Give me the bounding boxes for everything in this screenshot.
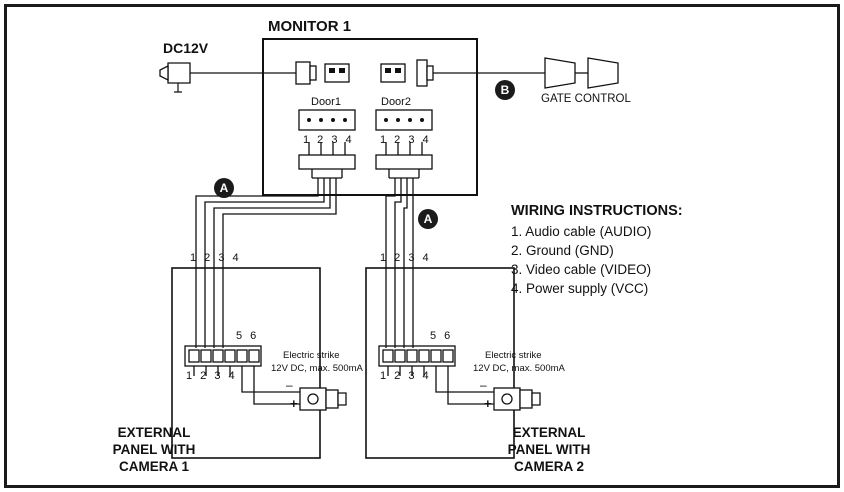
panel2-extra-numbers: 5 6	[430, 330, 453, 342]
wiring-instruction-item: 2. Ground (GND)	[511, 243, 614, 258]
panel1-caption-line2: PANEL WITH	[112, 442, 196, 457]
door1-terminal-numbers: 1 2 3 4	[303, 134, 355, 146]
panel2-caption-line1: EXTERNAL	[512, 425, 586, 440]
wiring-instructions-heading: WIRING INSTRUCTIONS:	[511, 203, 683, 219]
strike1-spec: 12V DC, max. 500mA	[271, 363, 363, 374]
panel2-caption	[459, 424, 639, 475]
strike2-label: Electric strike	[485, 350, 542, 361]
panel1-caption-line1: EXTERNAL	[117, 425, 191, 440]
strike2-minus-sign: –	[480, 378, 487, 392]
marker-a-right: A	[418, 209, 438, 229]
marker-a-left: A	[214, 178, 234, 198]
wiring-instructions	[511, 203, 683, 298]
panel2-caption-line2: PANEL WITH	[507, 442, 591, 457]
panel2-terminal-numbers: 1 2 3 4	[380, 370, 432, 382]
panel1-extra-numbers: 5 6	[236, 330, 259, 342]
strike1-plus-sign: +	[290, 396, 298, 411]
panel2-caption-line3: CAMERA 2	[513, 459, 584, 474]
door2-terminal-numbers: 1 2 3 4	[380, 134, 432, 146]
wiring-instruction-item: 4. Power supply (VCC)	[511, 281, 649, 296]
panel1-top-numbers: 1 2 3 4	[190, 252, 242, 264]
marker-b: B	[495, 80, 515, 100]
wiring-instruction-item: 1. Audio cable (AUDIO)	[511, 224, 652, 239]
monitor-title: MONITOR 1	[268, 18, 352, 35]
wiring-instruction-item: 3. Video cable (VIDEO)	[511, 262, 652, 277]
dc-power-label: DC12V	[163, 40, 209, 56]
panel1-caption-line3: CAMERA 1	[118, 459, 189, 474]
gate-control-label: GATE CONTROL	[541, 93, 631, 105]
strike2-spec: 12V DC, max. 500mA	[473, 363, 565, 374]
strike1-minus-sign: –	[286, 378, 293, 392]
strike2-plus-sign: +	[484, 396, 492, 411]
door1-label: Door1	[311, 96, 341, 108]
panel1-terminal-numbers: 1 2 3 4	[186, 370, 238, 382]
door2-label: Door2	[381, 96, 411, 108]
strike1-label: Electric strike	[283, 350, 340, 361]
panel1-caption	[64, 424, 244, 475]
panel2-top-numbers: 1 2 3 4	[380, 252, 432, 264]
